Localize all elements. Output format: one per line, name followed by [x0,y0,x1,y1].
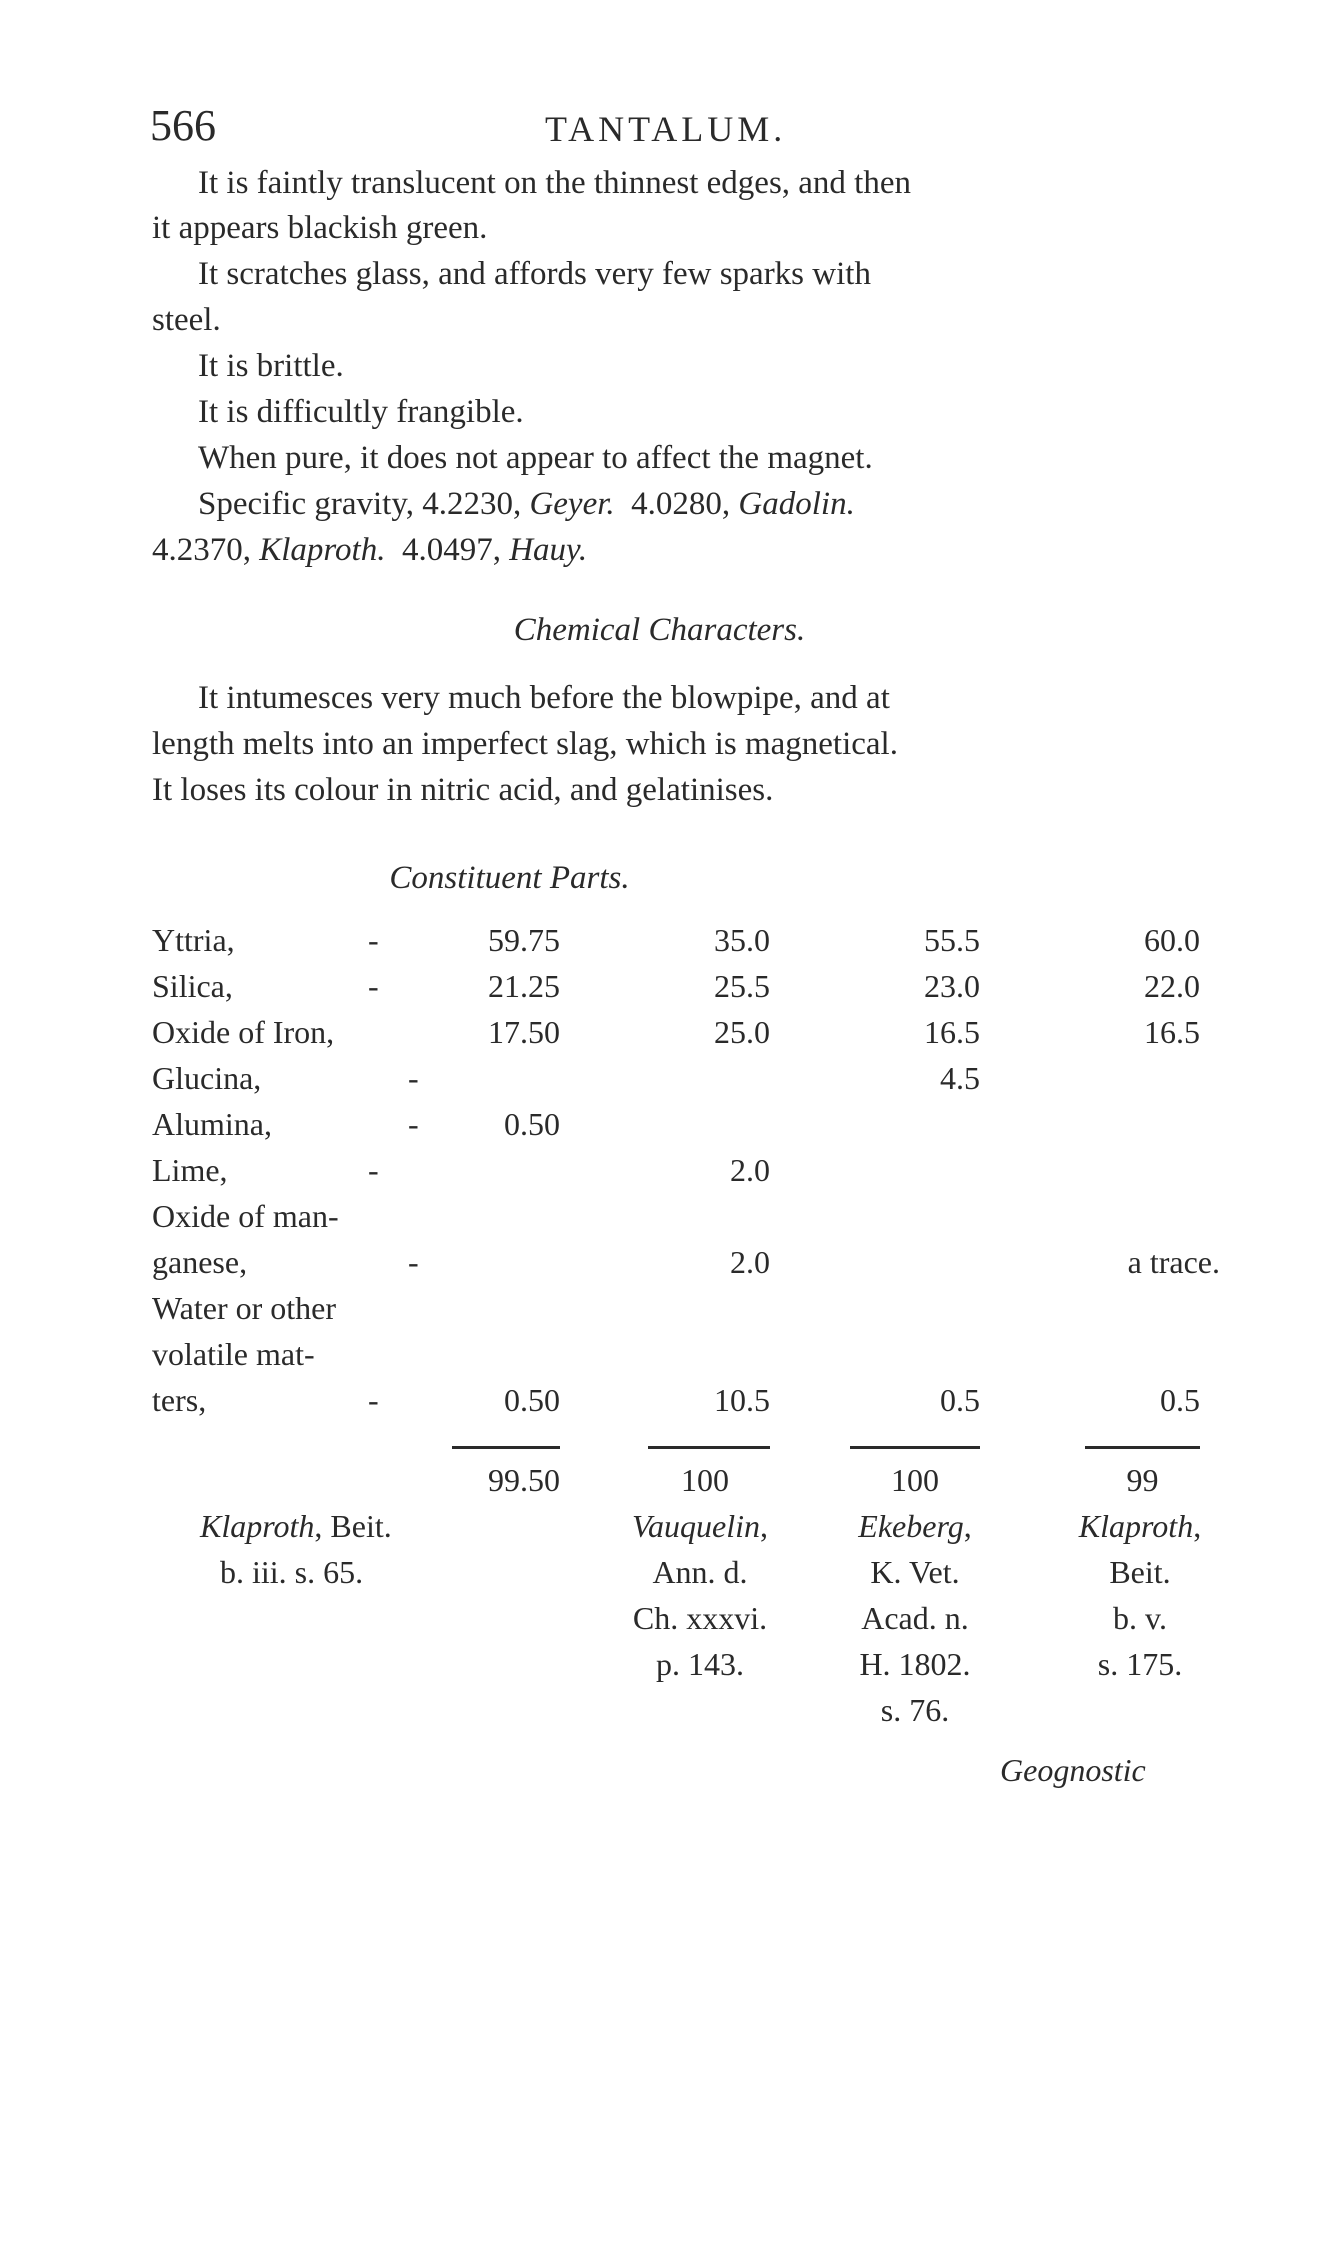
total-cell: 100 [891,1462,939,1498]
row-label: Lime, [152,1152,228,1188]
table-cell: 25.5 [714,968,770,1004]
section-title: Chemical Characters. [513,612,806,648]
table-cell: 55.5 [924,922,980,958]
total-cell: 100 [681,1462,729,1498]
body-line: It scratches glass, and affords very few sparks with [198,256,871,292]
row-dash: - [368,922,379,958]
running-title: TANTALUM. [545,109,787,149]
row-dash: - [408,1244,419,1280]
total-rule [850,1446,980,1449]
body-line: It intumesces very much before the blowpipe, and at [198,680,890,716]
table-cell: 0.50 [504,1106,560,1142]
row-label: Water or other [152,1290,336,1326]
row-dash: - [368,968,379,1004]
source-line: Klaproth, [1078,1508,1202,1544]
total-rule [648,1446,770,1449]
table-cell: 0.5 [1160,1382,1200,1418]
body-line: It is brittle. [198,348,344,384]
table-cell: 16.5 [924,1014,980,1050]
source-line: H. 1802. [859,1646,971,1682]
page-header [150,100,1200,160]
table-cell: 16.5 [1144,1014,1200,1050]
table-cell: 10.5 [714,1382,770,1418]
source-line: K. Vet. [870,1554,960,1590]
body-line: length melts into an imperfect slag, which is magnetical. [152,726,898,762]
table-cell: 25.0 [714,1014,770,1050]
source-line: Beit. [1109,1554,1171,1590]
gravity-value: 4.0280, [614,486,739,522]
gravity-value: Specific gravity, 4.2230, [198,486,530,522]
row-label: Silica, [152,968,233,1004]
body-line: steel. [152,302,221,338]
gravity-value: 4.2370, [152,532,260,568]
specific-gravity-line [198,486,855,523]
row-dash: - [368,1382,379,1418]
source-line: b. v. [1113,1600,1167,1636]
total-rule [1085,1446,1200,1449]
table-cell: 59.75 [488,922,560,958]
source-line: p. 143. [656,1646,744,1682]
source-line: Vauquelin, [632,1508,768,1544]
total-rule [452,1446,560,1449]
table-cell: 35.0 [714,922,770,958]
body-line: It loses its colour in nitric acid, and gelatinises. [152,772,774,808]
table-cell: 0.50 [504,1382,560,1418]
total-cell: 99.50 [488,1462,560,1498]
table-cell: 60.0 [1144,922,1200,958]
gravity-author: Geyer. [529,486,615,522]
source-line: s. 76. [880,1692,950,1728]
source-author: Ekeberg [858,1508,964,1544]
source-author: Klaproth [1078,1508,1194,1544]
row-dash: - [408,1060,419,1096]
row-label: Yttria, [152,922,235,958]
row-dash: - [408,1106,419,1142]
source-author: Vauquelin [632,1508,760,1544]
row-label: Glucina, [152,1060,262,1096]
table-cell: a trace. [1127,1244,1220,1280]
gravity-author: Gadolin. [738,486,855,522]
gravity-author: Hauy. [509,532,588,568]
table-cell: 2.0 [730,1152,770,1188]
row-label: ters, [152,1382,207,1418]
table-cell: 2.0 [730,1244,770,1280]
row-label: Oxide of man- [152,1198,339,1234]
row-label: Oxide of Iron, [152,1014,335,1050]
body-line: It is faintly translucent on the thinnest edges, and then [198,165,911,201]
table-cell: 0.5 [940,1382,980,1418]
source-line: Ann. d. [652,1554,748,1590]
row-dash: - [368,1152,379,1188]
source-author: Klaproth [200,1508,315,1544]
source-line: Acad. n. [861,1600,969,1636]
gravity-value: 4.0497, [385,532,510,568]
body-line: When pure, it does not appear to affect the magnet. [198,440,873,476]
row-label: volatile mat- [152,1336,315,1372]
page-number: 566 [150,101,216,150]
table-title: Constituent Parts. [389,860,630,896]
catchword: Geognostic [1000,1752,1146,1788]
source-line: Ekeberg, [858,1508,972,1544]
table-cell: 23.0 [924,968,980,1004]
row-label: Alumina, [152,1106,272,1142]
source-line: Klaproth, Beit. [200,1508,392,1544]
total-cell: 99 [1126,1462,1159,1498]
row-label: ganese, [152,1244,248,1280]
source-line: Ch. xxxvi. [632,1600,768,1636]
body-line: it appears blackish green. [152,210,488,246]
table-cell: 21.25 [488,968,560,1004]
source-line: b. iii. s. 65. [220,1554,364,1590]
body-line: It is difficultly frangible. [198,394,524,430]
table-cell: 17.50 [488,1014,560,1050]
specific-gravity-line [152,532,587,569]
table-cell: 4.5 [940,1060,980,1096]
table-cell: 22.0 [1144,968,1200,1004]
gravity-author: Klaproth. [259,532,386,568]
source-line: s. 175. [1097,1646,1183,1682]
